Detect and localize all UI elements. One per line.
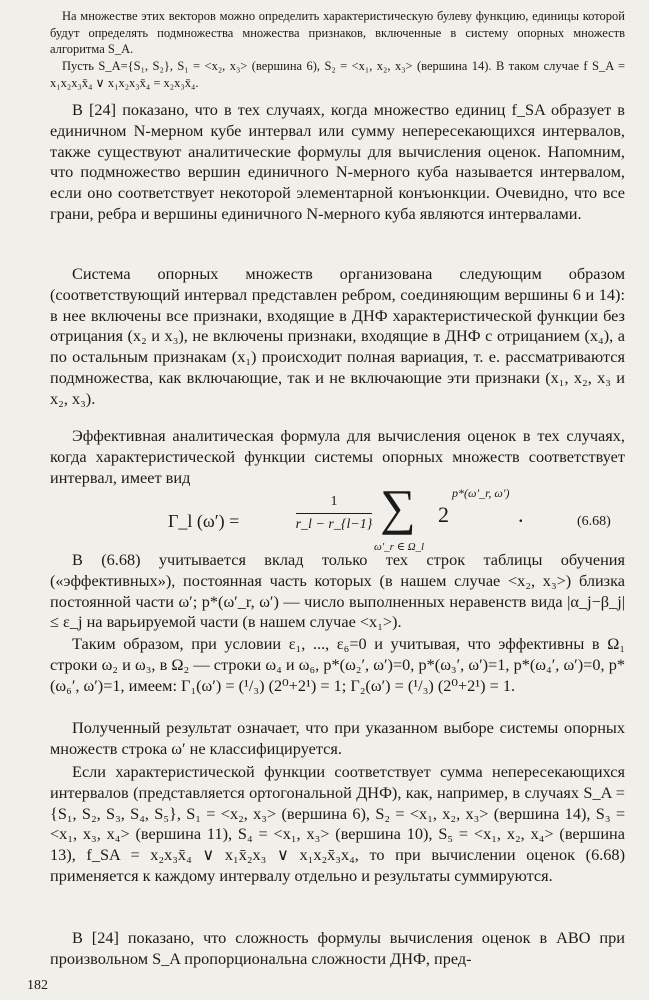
small-paragraph-2: Пусть S_A={S₁, S₂}, S₁ = <x₂, x₃> (вершина 6), S₂ = <x₁, x₂, x₃> (вершина 14). В таком случае f S_A = x₁x₂x₃x̄₄ ∨ x₁x₂x₃x̄₄ = x₂x₃x̄₄. bbox=[50, 59, 625, 90]
paragraph-system: Система опорных множеств организована следующим образом (соответствующий интервал представлен ребром, соединяющим вершины 6 и 14): в нее включены все признаки, входящие в ДНФ характеристической функции без отрицания (x₂ и x₃), не включены признаки, входящие в ДНФ с отрицанием (x₄), а по остальным признакам (x₁) происходит полная вариация, т. е. рассматриваются подмножества, как включающие, так и не включающие эти признаки (x₁, x₂, x₃ и x₂, x₃). bbox=[50, 264, 625, 408]
paragraph-explanation: В (6.68) учитывается вклад только тех строк таблицы обучения («эффективных»), постоянная часть которых (в нашем случае <x₂, x₃>) близка постоянной части ω′; p*(ω′_r, ω′) — число выполненных неравенств вида |α_j−β_j| ≤ ε_j на варьируемой части (в нашем случае <x₁>). bbox=[50, 550, 625, 632]
paragraph-sum-intervals: Если характеристической функции соответствует сумма непересекающихся интервалов (представляется ортогональной ДНФ), как, например, в случаях S_A = {S₁, S₂, S₃, S₄, S₅}, S₁ = <x₂, x₃> (вершина 6), S₂ = <x₁, x₂, x₃> (вершина 14), S₃ = <x₁, x₃, x₄> (вершина 11), S₄ = <x₁, x₃> (вершина 10), S₅ = <x₁, x₂, x₄> (вершина 13), f_SA = x₂x₃x̄₄ ∨ x₁x̄₂x₃ ∨ x₁x₂x̄₃x₄, то при вычислении оценок (6.68) применяется к каждому интервалу отдельно и результаты суммируются. bbox=[50, 762, 625, 885]
sum-subscript: ω′_r ∈ Ω_l bbox=[374, 541, 425, 553]
paragraph-complexity: В [24] показано, что сложность формулы вычисления оценок в АВО при произвольном S_A пропорциональна сложности ДНФ, пред- bbox=[50, 928, 625, 968]
paragraph-intervals: В [24] показано, что в тех случаях, когда множество единиц f_SA образует в единичном N-мерном кубе интервал или сумму непересекающихся интервалов, также существуют аналитические формулы для вычисления оценок. Напомним, что подмножество вершин единичного N-мерного куба называется интервалом, если оно соответствует некоторой элементарной конъюнкции. Очевидно, что все грани, ребра и вершины единичного N-мерного куба являются интервалами. bbox=[50, 100, 625, 223]
page-number: 182 bbox=[27, 978, 48, 993]
small-paragraph-1: На множестве этих векторов можно определить характеристическую булеву функцию, единицы которой будут определять подмножества множества признаков, включенные в систему опорных множеств алгоритма S_A. bbox=[50, 9, 625, 56]
paragraph-result: Полученный результат означает, что при указанном выборе системы опорных множеств строка ω′ не классифицируется. bbox=[50, 718, 625, 758]
power-base: 2 bbox=[438, 502, 449, 527]
paragraph-formula-intro: Эффективная аналитическая формула для вычисления оценок в тех случаях, когда характеристической функции системы опорных множеств соответствует интервал, имеет вид bbox=[50, 426, 625, 487]
sum-symbol: ∑ bbox=[380, 479, 416, 535]
fraction-denominator: r_l − r_{l−1} bbox=[295, 517, 373, 532]
equation-period: . bbox=[518, 502, 524, 527]
power-exponent: p*(ω′_r, ω′) bbox=[452, 486, 510, 500]
fraction-numerator: 1 bbox=[330, 494, 338, 509]
equation-fraction bbox=[292, 494, 376, 533]
equation-number: (6.68) bbox=[577, 514, 611, 529]
equation-lhs: Γ_l (ω′) = bbox=[168, 511, 240, 531]
paragraph-computation: Таким образом, при условии ε₁, ..., ε₆=0 и учитывая, что эффективны в Ω₁ строки ω₂ и ω₃, в Ω₂ — строки ω₄ и ω₆, p*(ω₂′, ω′)=0, p*(ω₃′, ω′)=1, p*(ω₄′, ω′)=0, p*(ω₆′, ω′)=1, имеем: Γ₁(ω′) = (¹/₃) (2⁰+2¹) = 1; Γ₂(ω′) = (¹/₃) (2⁰+2¹) = 1. bbox=[50, 634, 625, 695]
